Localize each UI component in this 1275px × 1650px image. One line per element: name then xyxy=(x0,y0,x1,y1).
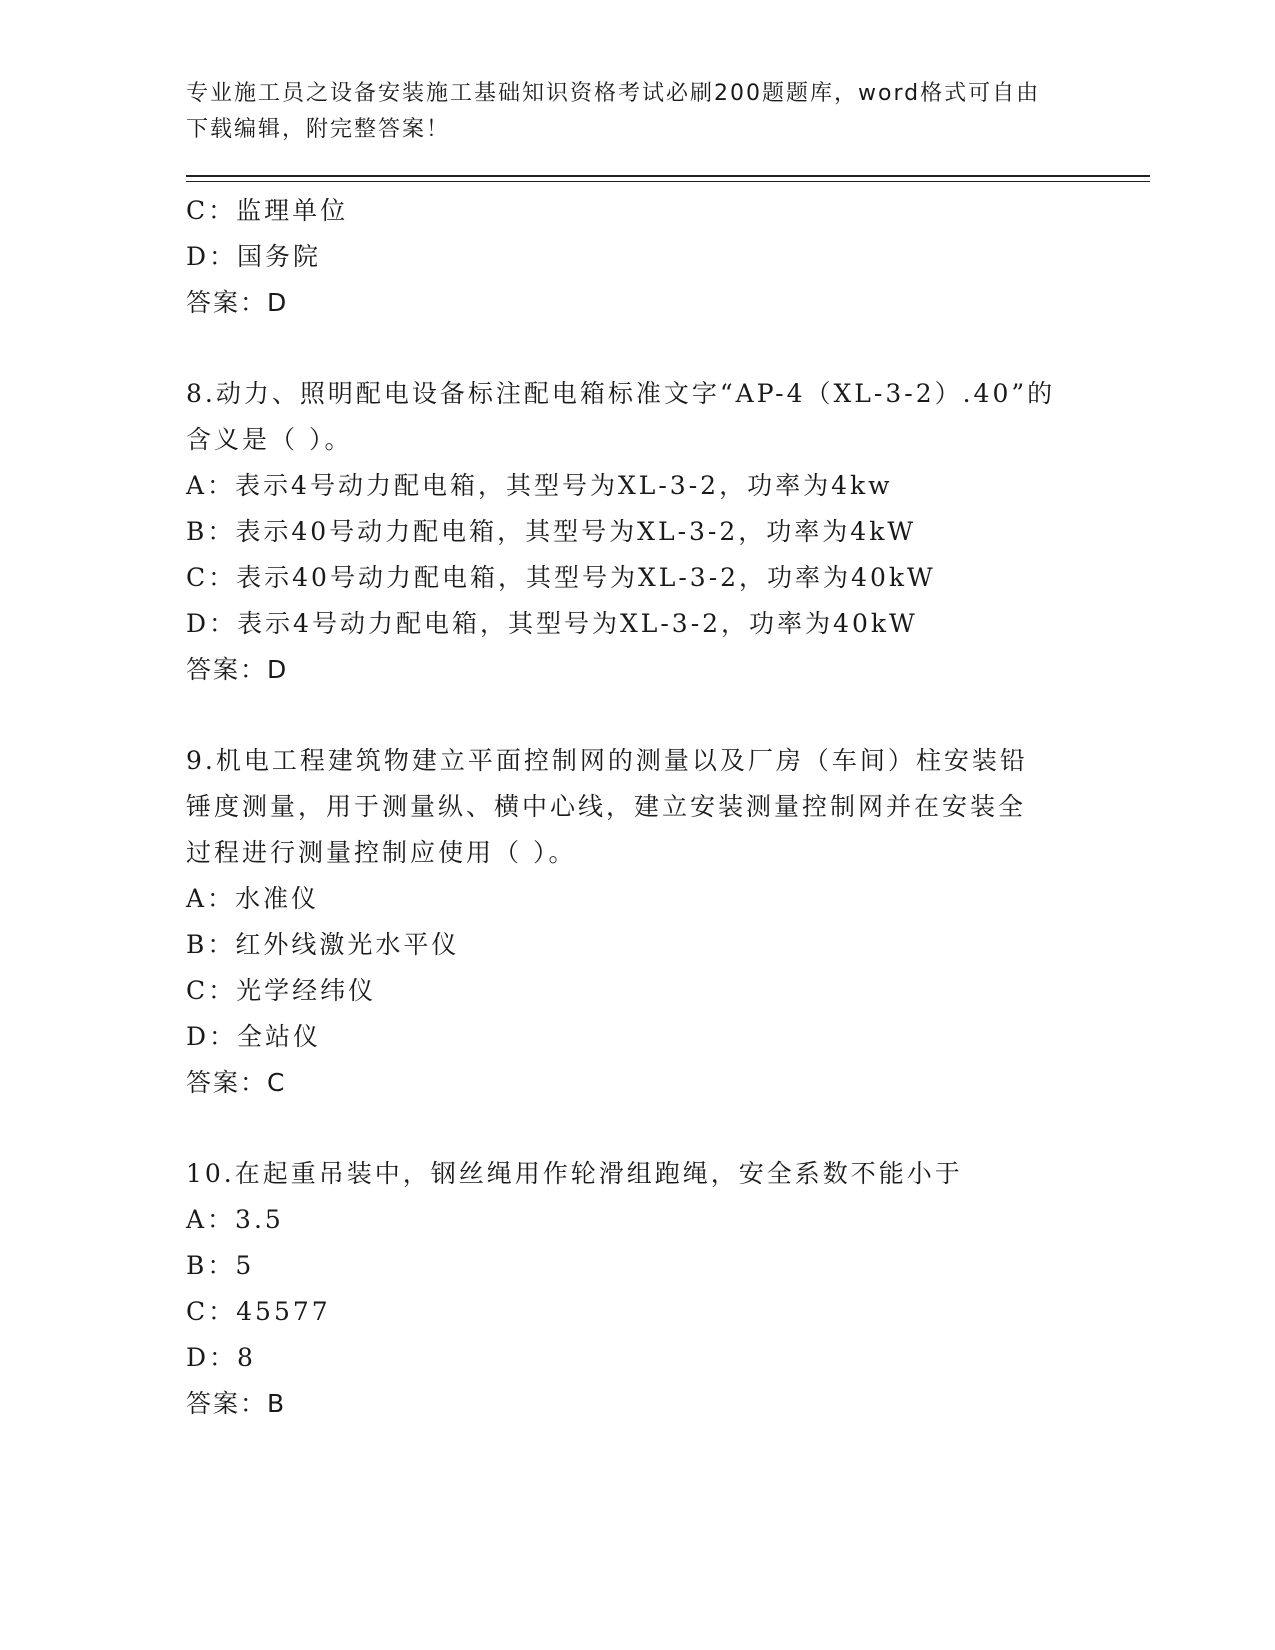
document-header xyxy=(186,76,1066,148)
question-10 xyxy=(186,1151,1146,1427)
question-stem-line: 过程进行测量控制应使用（ ）。 xyxy=(186,838,577,867)
header-divider-thick xyxy=(186,175,1150,177)
question-9 xyxy=(186,738,1146,1106)
answer: 答案：D xyxy=(186,288,289,317)
answer: 答案：B xyxy=(186,1389,287,1418)
option-c: C：45577 xyxy=(186,1297,331,1326)
question-7-tail xyxy=(186,188,1146,326)
question-stem-line: 10.在起重吊装中，钢丝绳用作轮滑组跑绳，安全系数不能小于 xyxy=(186,1159,963,1188)
option-b: B：表示40号动力配电箱，其型号为XL-3-2，功率为4kW xyxy=(186,517,917,546)
option-c: C：光学经纬仪 xyxy=(186,976,377,1005)
option-c: C：监理单位 xyxy=(186,196,349,225)
option-c: C：表示40号动力配电箱，其型号为XL-3-2，功率为40kW xyxy=(186,563,936,592)
header-line-2: 下载编辑，附完整答案！ xyxy=(186,117,451,142)
question-8 xyxy=(186,371,1146,693)
option-d: D：表示4号动力配电箱，其型号为XL-3-2，功率为40kW xyxy=(186,609,918,638)
question-stem-line: 9.机电工程建筑物建立平面控制网的测量以及厂房（车间）柱安装铅 xyxy=(186,746,1028,775)
question-stem-line: 含义是（ ）。 xyxy=(186,425,353,454)
question-stem-line: 8.动力、照明配电设备标注配电箱标准文字“AP-4（XL-3-2）.40”的 xyxy=(186,379,1056,408)
answer: 答案：D xyxy=(186,655,289,684)
option-a: A：3.5 xyxy=(186,1205,284,1234)
option-d: D：国务院 xyxy=(186,242,322,271)
question-list xyxy=(186,188,1146,1427)
answer: 答案：C xyxy=(186,1068,287,1097)
option-d: D：全站仪 xyxy=(186,1022,322,1051)
option-b: B：5 xyxy=(186,1251,255,1280)
option-b: B：红外线激光水平仪 xyxy=(186,930,460,959)
option-d: D：8 xyxy=(186,1343,256,1372)
question-stem-line: 锤度测量，用于测量纵、横中心线，建立安装测量控制网并在安装全 xyxy=(186,792,1027,821)
option-a: A：水准仪 xyxy=(186,884,320,913)
header-line-1: 专业施工员之设备安装施工基础知识资格考试必刷200题题库，word格式可自由 xyxy=(186,81,1041,106)
header-divider-thin xyxy=(186,181,1150,182)
option-a: A：表示4号动力配电箱，其型号为XL-3-2，功率为4kw xyxy=(186,471,893,500)
